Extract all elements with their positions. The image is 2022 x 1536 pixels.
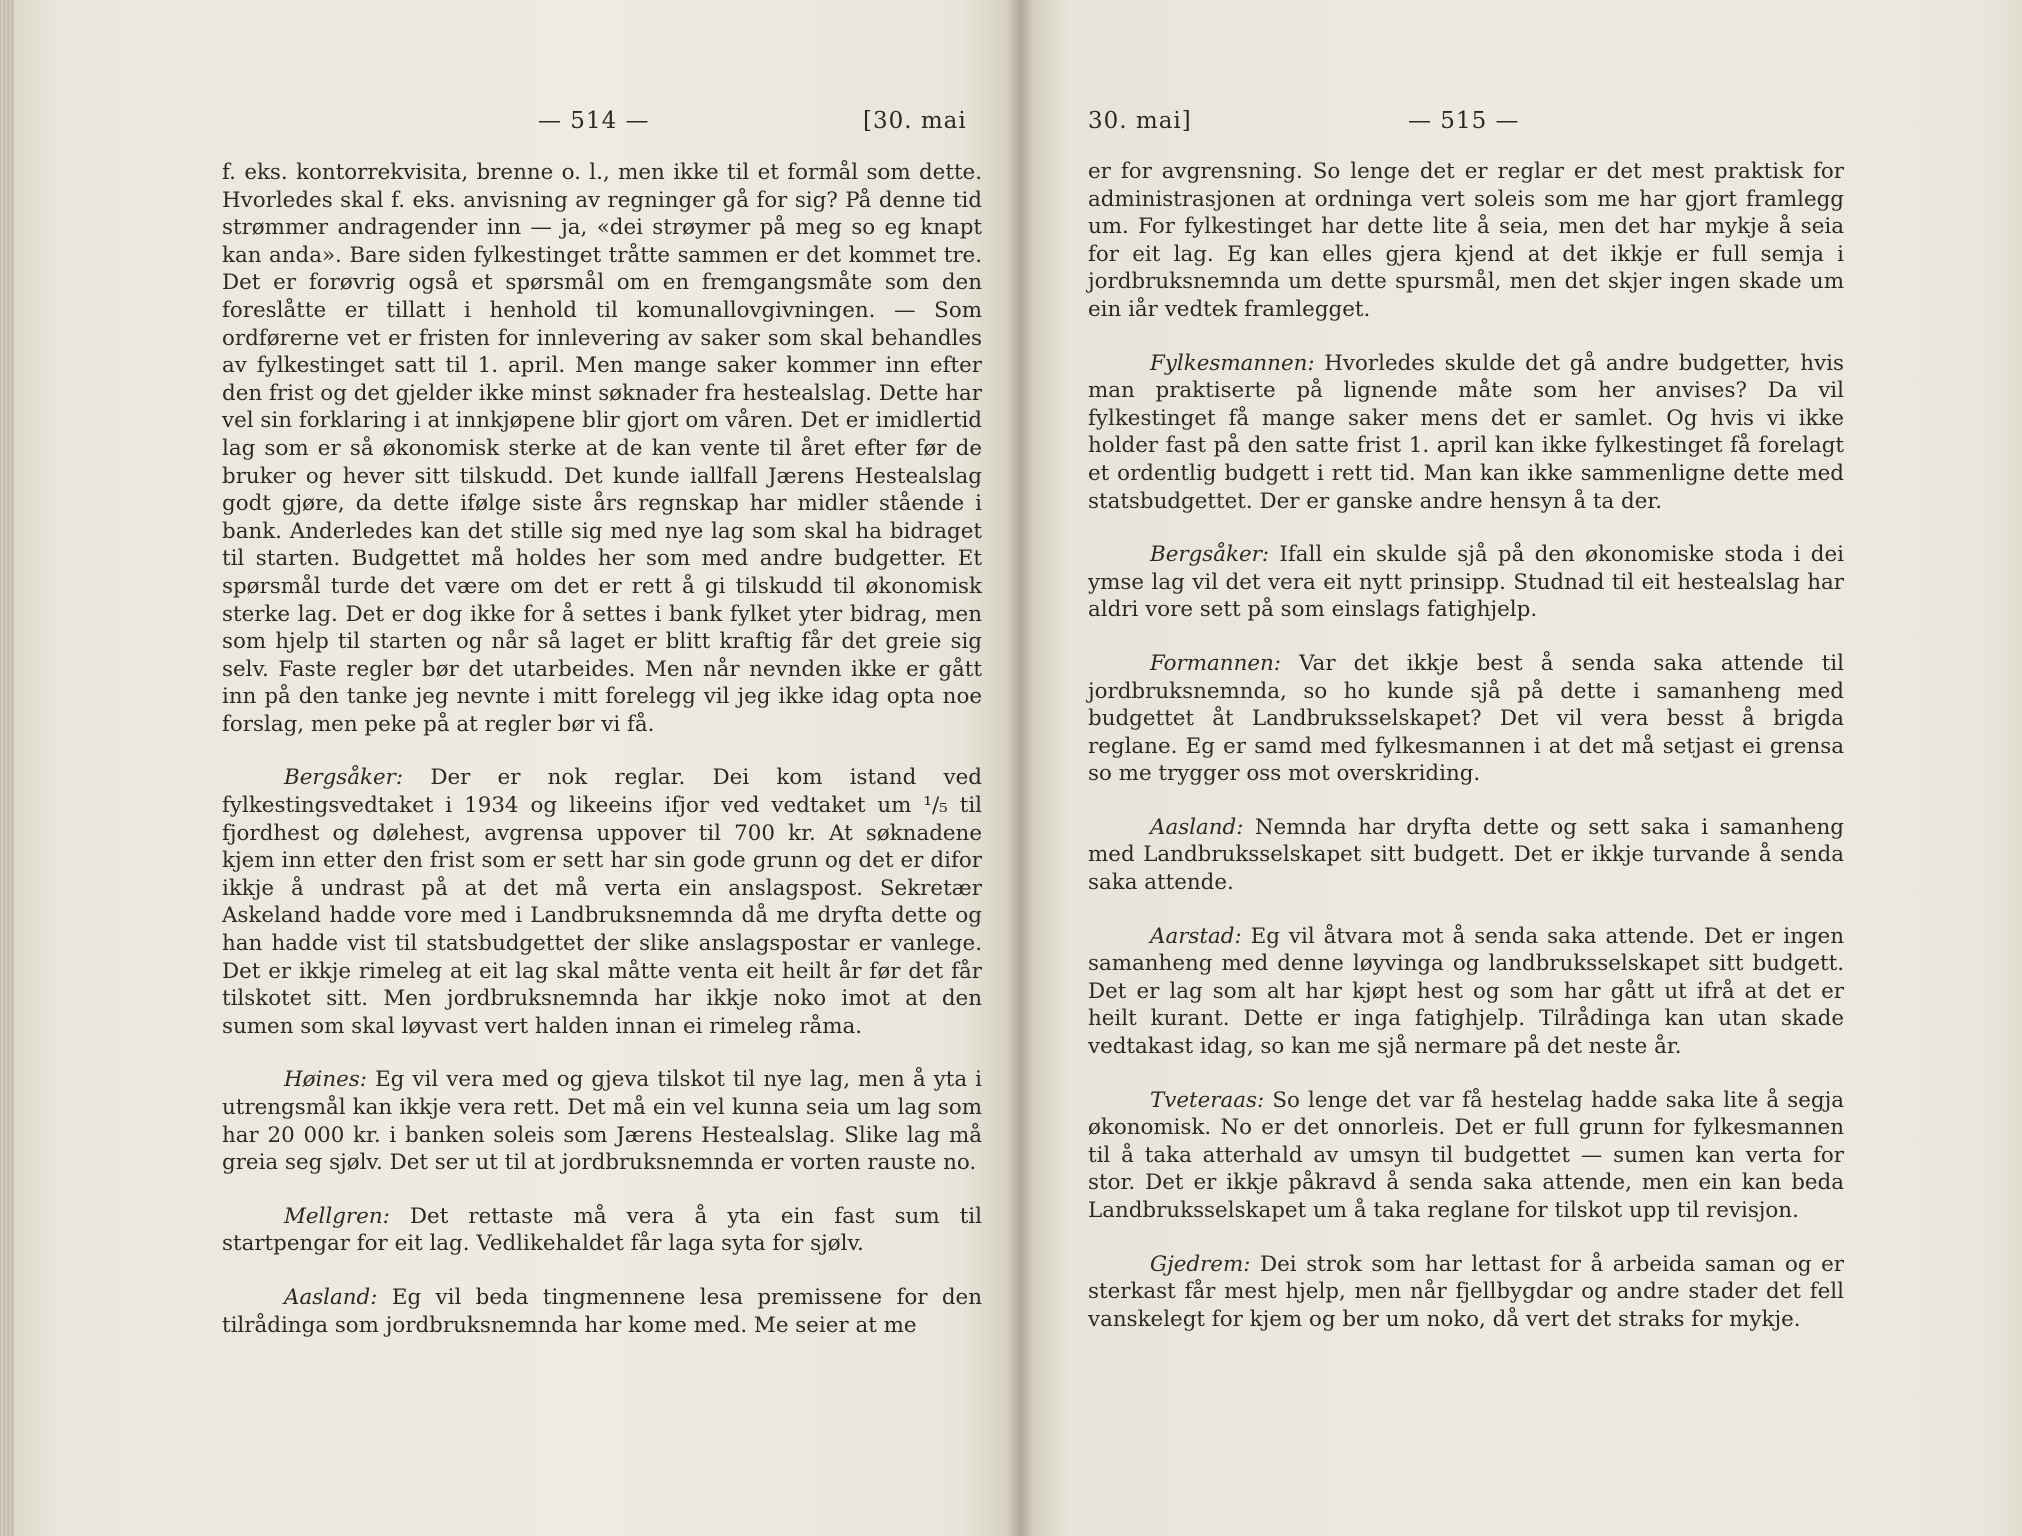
page-date: 30. mai] [1088, 108, 1192, 134]
paragraph-text: Eg vil vera med og gjeva tilskot til nye lag, men å yta i utrengsmål kan ikkje vera rett. Det må ein vel kunna seia um lag som har 20 000 kr. i banken soleis som Jærens Hestealslag. Slike lag må greia seg sjølv. Det ser ut til at jordbruksnemnda er vorten rauste no. [222, 1067, 982, 1176]
paragraph [222, 1203, 982, 1258]
paragraph [1088, 350, 1844, 516]
paragraph [222, 1066, 982, 1176]
speaker-name: Mellgren: [284, 1203, 390, 1229]
speaker-name: Formannen: [1150, 650, 1282, 676]
paragraph [1088, 814, 1844, 897]
paragraph-text: Eg vil beda tingmennene lesa premissene for den tilrådinga som jordbruksnemnda har kome med. Me seier at me [222, 1284, 982, 1338]
speaker-name: Fylkesmannen: [1150, 350, 1315, 376]
speaker-name: Gjedrem: [1150, 1251, 1251, 1277]
paragraph-text: Der er nok reglar. Dei kom istand ved fylkestingsvedtaket i 1934 og likeeins ifjor ved vedtaket um ¹/₅ til fjordhest og dølehest, avgrensa uppover til 700 kr. At søknadene kjem inn etter den frist som er sett har sin gode grunn og det er difor ikkje å undrast på at det må verta ein anslagspost. Sekretær Askeland hadde vore med i Landbruksnemnda då me dryfta dette og han hadde vist til statsbudgettet der slike anslagspostar er vanlege. Det er ikkje rimeleg at eit lag skal måtte venta eit heilt år før det får tilskotet sitt. Men jordbruksnemnda har ikkje noko imot at den sumen som skal løyvast vert halden innan ei rimeleg råma. [222, 765, 982, 1039]
left-page-text [222, 159, 982, 1339]
paragraph-text: Hvorledes skulde det gå andre budgetter, hvis man praktiserte på lignende måte som her anvises? Da vil fylkestinget få mange saker mens det er samlet. Og hvis vi ikke holder fast på den satte frist 1. april kan ikke fylkestinget få forelagt et ordentlig budgett i rett tid. Man kan ikke sammenligne dette med statsbudgettet. Der er ganske andre hensyn å ta der. [1088, 350, 1844, 514]
paragraph-text: Ifall ein skulde sjå på den økonomiske stoda i dei ymse lag vil det vera eit nytt prinsipp. Studnad til eit hestealslag har aldri vore sett på som einslags fatighjelp. [1088, 542, 1844, 623]
paragraph-text: Nemnda har dryfta dette og sett saka i samanheng med Landbruksselskapet sitt budgett. Det er ikkje turvande å senda saka attende. [1088, 814, 1844, 896]
speaker-name: Høines: [284, 1067, 367, 1093]
speaker-name: Bergsåker: [284, 765, 404, 791]
paragraph [1088, 158, 1844, 324]
paragraph-text: Eg vil åtvara mot å senda saka attende. Det er ingen samanheng med denne løyvinga og landbruksselskapet sitt budgett. Det er lag som alt har kjøpt hest og som har gått ut ifrå at det er heilt kurant. Dette er inga fatighjelp. Tilrådinga kan utan skade vedtakast idag, so kan me sjå nermare på det neste år. [1088, 923, 1844, 1060]
paragraph-text: So lenge det var få hestelag hadde saka lite å segja økonomisk. No er det onnorleis. Det er full grunn for fylkesmannen til å taka atterhald av umsyn til budgettet — sumen kan verta for stor. Det er ikkje påkravd å senda saka attende, men ein kan beda Landbruksselskapet um å taka reglane for tilskot upp til revisjon. [1088, 1087, 1844, 1223]
paragraph [1088, 541, 1844, 624]
speaker-name: Aasland: [1150, 814, 1244, 840]
paragraph [222, 159, 982, 738]
paragraph-text: Det rettaste må vera å yta ein fast sum til startpengar for eit lag. Vedlikehaldet får laga syta for sjølv. [222, 1203, 982, 1257]
speaker-name: Aasland: [284, 1284, 378, 1310]
paragraph [222, 1284, 982, 1339]
paragraph-text: f. eks. kontorrekvisita, brenne o. l., men ikke til et formål som dette. Hvorledes skal f. eks. anvisning av regninger gå for sig? På denne tid strømmer andragender inn — ja, «dei strøymer på meg so eg knapt kan anda». Bare siden fylkestinget tråtte sammen er det kommet tre. Det er forøvrig også et spørsmål om en fremgangsmåte som den foreslåtte er tillatt i henhold til komunallovgivningen. — Som ordførerne vet er fristen for innlevering av saker som skal behandles av fylkestinget satt til 1. april. Men mange saker kommer inn efter den frist og det gjelder ikke minst søknader fra hestealslag. Dette har vel sin forklaring i at innkjøpene blir gjort om våren. Det er imidlertid lag som er så økonomisk sterke at de kan vente til året efter før de bruker og hever sitt tilskudd. Det kunde iallfall Jærens Hestealslag godt gjøre, da dette ifølge siste års regnskap har midler stående i bank. Anderledes kan det stille sig med nye lag som skal ha bidraget til starten. Budgettet må holdes her som med andre budgetter. Et spørsmål turde det være om det er rett å gi tilskudd til økonomisk sterke lag. Det er dog ikke for å settes i bank fylket yter bidrag, men som hjelp til starten og når så laget er blitt kraftig får det greie sig selv. Faste regler bør det utarbeides. Men når nevnden ikke er gått inn på den tanke jeg nevnte i mitt forelegg vil jeg ikke idag opta noe forslag, men peke på at regler bør vi få. [222, 160, 982, 737]
speaker-name: Tveteraas: [1150, 1087, 1265, 1113]
paragraph [222, 764, 982, 1040]
paragraph-text: Dei strok som har lettast for å arbeida saman og er sterkast får mest hjelp, men når fjellbygdar og andre stader det fell vanskelegt for kjem og ber um noko, då vert det straks for mykje. [1088, 1251, 1844, 1332]
paragraph-text: er for avgrensning. So lenge det er reglar er det mest praktisk for administrasjonen at ordninga vert soleis som me har gjort framlegg um. For fylkestinget har dette lite å seia, men det har mykje å seia for eit lag. Eg kan elles gjera kjend at det ikkje er full semja i jordbruksnemnda um dette spursmål, men det skjer ingen skade um ein iår vedtek framlegget. [1088, 159, 1844, 322]
page-date: [30. mai [863, 108, 967, 134]
paragraph [1088, 1251, 1844, 1334]
paragraph [1088, 923, 1844, 1061]
paragraph [1088, 650, 1844, 788]
page-number: — 514 — [538, 108, 650, 134]
right-page [1020, 0, 2022, 1536]
right-page-text [1088, 158, 1844, 1333]
speaker-name: Bergsåker: [1150, 542, 1270, 568]
speaker-name: Aarstad: [1150, 923, 1242, 949]
page-number: — 515 — [1408, 108, 1520, 134]
book-gutter [1006, 0, 1034, 1536]
paragraph-text: Var det ikkje best å senda saka attende til jordbruksnemnda, so ho kunde sjå på dette i samanheng med budgettet åt Landbruksselskapet? Det vil vera besst å brigda reglane. Eg er samd med fylkesmannen i at det må setjast ei grensa so me trygger oss mot overskriding. [1088, 650, 1844, 787]
page-edges [0, 0, 14, 1536]
paragraph [1088, 1087, 1844, 1225]
